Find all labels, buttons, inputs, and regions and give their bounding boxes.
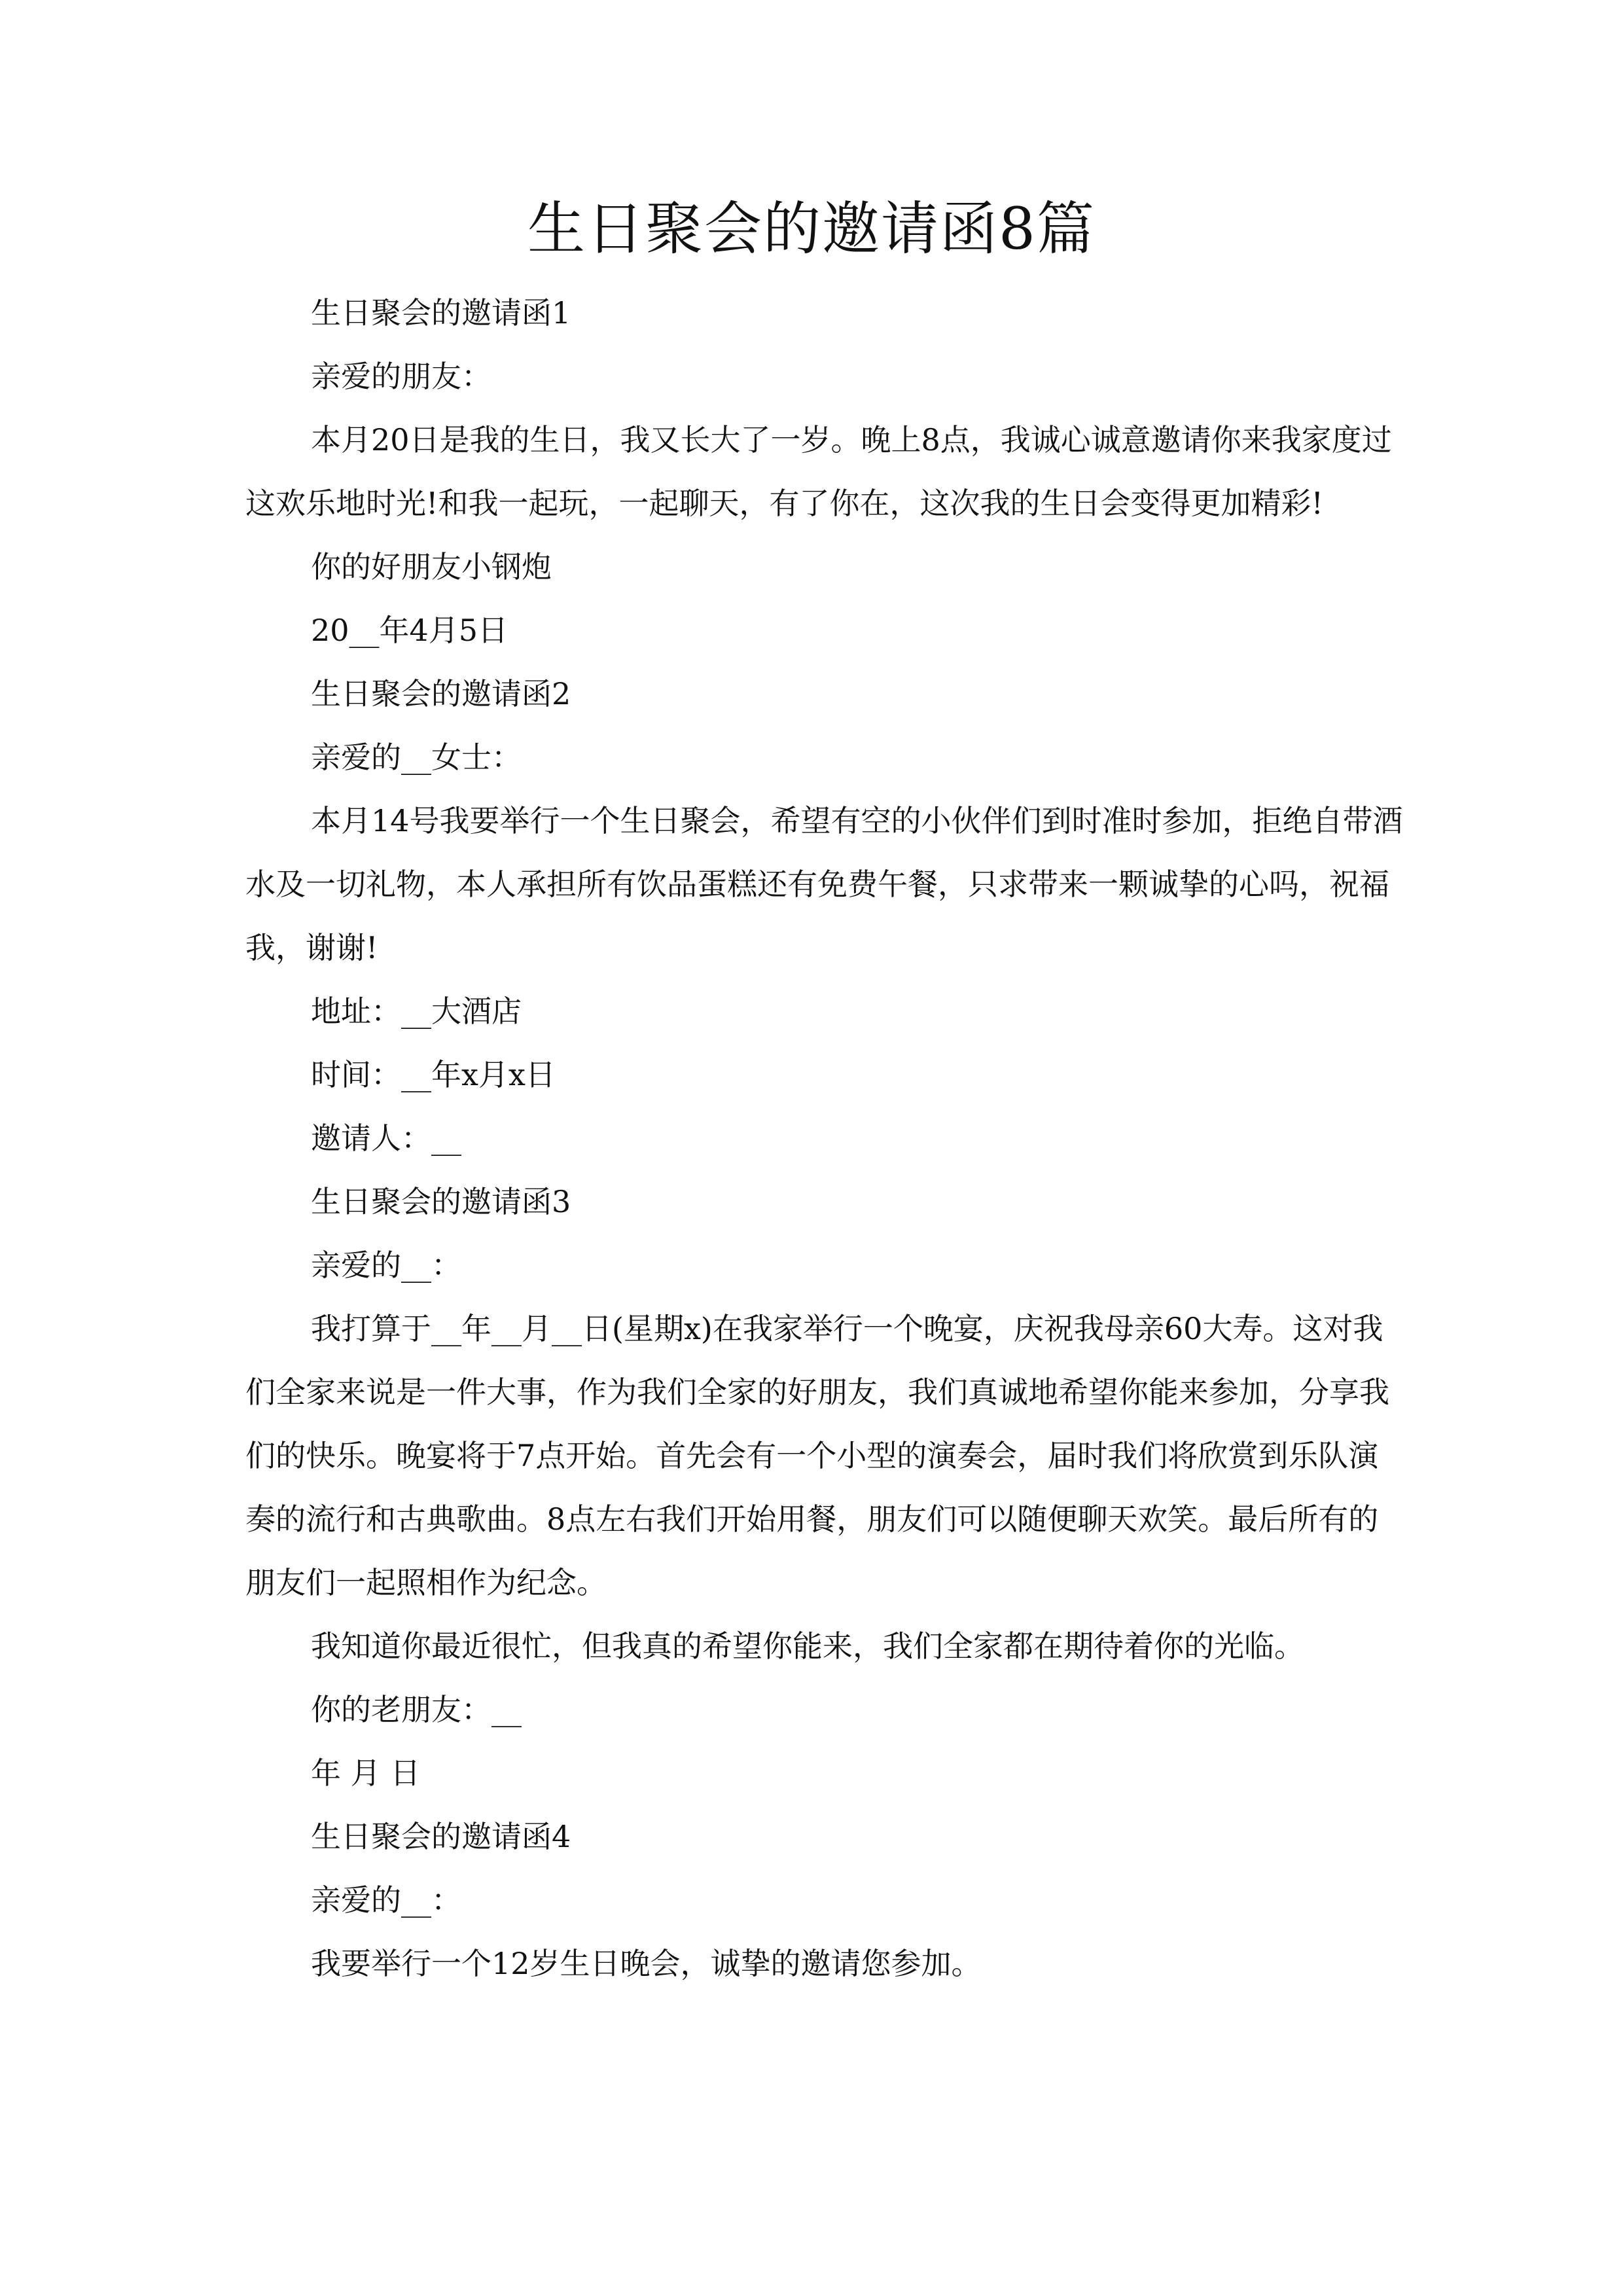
date-line: 20__年4月5日 <box>311 613 508 648</box>
section-heading-1: 生日聚会的邀请函1 <box>311 295 571 331</box>
salutation: 亲爱的朋友： <box>311 359 491 394</box>
section-heading-3: 生日聚会的邀请函3 <box>311 1184 571 1219</box>
date-line: 年 月 日 <box>311 1755 421 1791</box>
body-paragraph: 本月20日是我的生日，我又长大了一岁。晚上8点，我诚心诚意邀请你来我家度过这欢乐地时光!和我一起玩，一起聊天，有了你在，这次我的生日会变得更加精彩! <box>245 422 1392 521</box>
address-line: 地址：__大酒店 <box>311 994 522 1029</box>
body-paragraph: 我要举行一个12岁生日晚会，诚挚的邀请您参加。 <box>311 1946 982 1981</box>
section-heading-4: 生日聚会的邀请函4 <box>311 1819 571 1854</box>
document-body <box>245 281 1404 1996</box>
body-paragraph: 我知道你最近很忙，但我真的希望你能来，我们全家都在期待着你的光临。 <box>311 1628 1304 1664</box>
body-paragraph: 我打算于__年__月__日(星期x)在我家举行一个晚宴，庆祝我母亲60大寿。这对我们全家来说是一件大事，作为我们全家的好朋友，我们真诚地希望你能来参加，分享我们的快乐。晚宴将于7点开始。首先会有一个小型的演奏会，届时我们将欣赏到乐队演奏的流行和古典歌曲。8点左右我们开始用餐，朋友们可以随便聊天欢笑。最后所有的朋友们一起照相作为纪念。 <box>245 1311 1389 1600</box>
document-title: 生日聚会的邀请函8篇 <box>527 195 1096 262</box>
salutation: 亲爱的__女士： <box>311 740 522 775</box>
inviter-line: 邀请人：__ <box>311 1121 461 1156</box>
time-line: 时间：__年x月x日 <box>311 1057 556 1092</box>
section-heading-2: 生日聚会的邀请函2 <box>311 676 571 711</box>
signature: 你的老朋友：__ <box>311 1692 522 1727</box>
salutation: 亲爱的__： <box>311 1247 461 1283</box>
signature: 你的好朋友小钢炮 <box>311 549 552 584</box>
salutation: 亲爱的__： <box>311 1882 461 1918</box>
body-paragraph: 本月14号我要举行一个生日聚会，希望有空的小伙伴们到时准时参加，拒绝自带酒水及一切礼物，本人承担所有饮品蛋糕还有免费午餐，只求带来一颗诚挚的心吗，祝福我，谢谢! <box>245 803 1403 965</box>
